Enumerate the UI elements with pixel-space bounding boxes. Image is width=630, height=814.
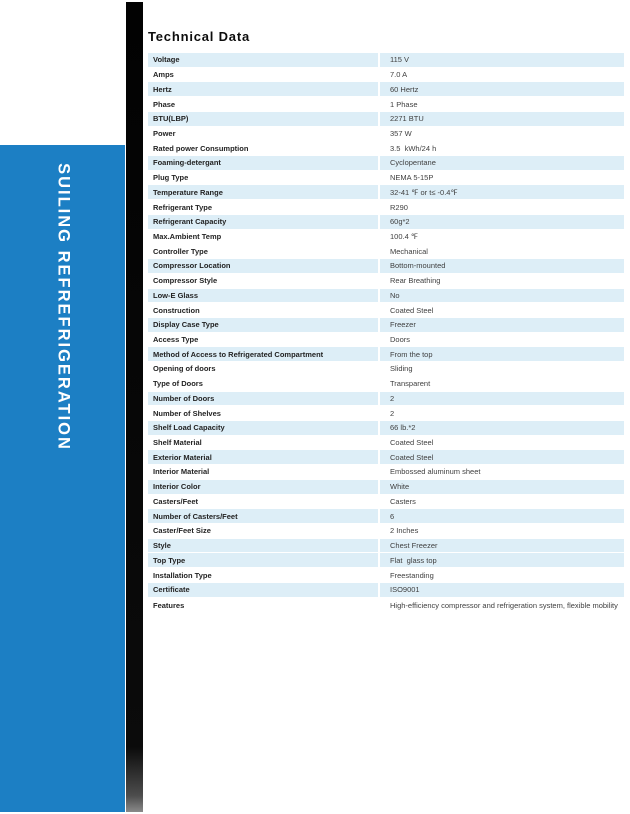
table-row [148, 259, 624, 274]
spec-value-cell: 357 W [380, 127, 624, 142]
table-row [148, 171, 624, 186]
spec-label-cell: Certificate [148, 583, 378, 598]
spec-label-cell: Compressor Style [148, 274, 378, 289]
table-row [148, 347, 624, 362]
spec-label-cell: Type of Doors [148, 377, 378, 392]
spec-value-cell: Embossed aluminum sheet [380, 465, 624, 480]
spec-value-cell: Coated Steel [380, 436, 624, 451]
table-row [148, 97, 624, 112]
spec-label-cell: BTU(LBP) [148, 112, 378, 127]
spec-label-cell: Temperature Range [148, 185, 378, 200]
spec-label-cell: Rated power Consumption [148, 141, 378, 156]
spec-value-cell: ISO9001 [380, 583, 624, 598]
spec-label-cell: Number of Doors [148, 392, 378, 407]
table-row [148, 289, 624, 304]
spec-label-cell: Number of Shelves [148, 406, 378, 421]
spec-label-cell: Power [148, 127, 378, 142]
spec-value-cell: 2 [380, 406, 624, 421]
table-row [148, 112, 624, 127]
spec-value-cell: Freezer [380, 318, 624, 333]
table-row [148, 185, 624, 200]
spec-value-cell: High-efficiency compressor and refrigeration system, flexible mobility [380, 598, 624, 625]
spec-label-cell: Foaming-detergant [148, 156, 378, 171]
spec-value-cell: 100.4 ℉ [380, 230, 624, 245]
table-row [148, 333, 624, 348]
spec-label-cell: Method of Access to Refrigerated Compartment [148, 347, 378, 362]
table-row [148, 450, 624, 465]
spec-label-cell: Number of Casters/Feet [148, 509, 378, 524]
table-row [148, 362, 624, 377]
table-row [148, 539, 624, 554]
brand-vertical-text: SUILING REFREFRIGERATION [54, 163, 72, 451]
spec-value-cell: 2 [380, 392, 624, 407]
spec-value-cell: No [380, 289, 624, 304]
spec-label-cell: Refrigerant Type [148, 200, 378, 215]
table-row [148, 436, 624, 451]
spec-label-cell: Top Type [148, 553, 378, 568]
spec-value-cell: White [380, 480, 624, 495]
table-row [148, 495, 624, 510]
table-row [148, 156, 624, 171]
spec-value-cell: Cyclopentane [380, 156, 624, 171]
brand-sidebar [0, 145, 125, 812]
spec-label-cell: Display Case Type [148, 318, 378, 333]
spec-value-cell: 6 [380, 509, 624, 524]
spec-value-cell: 3.5 kWh/24 h [380, 141, 624, 156]
table-row [148, 598, 624, 625]
spec-label-cell: Installation Type [148, 568, 378, 583]
spec-value-cell: 66 lb.*2 [380, 421, 624, 436]
content-area [148, 29, 624, 625]
spec-value-cell: Freestanding [380, 568, 624, 583]
spec-value-cell: Rear Breathing [380, 274, 624, 289]
spec-value-cell: Transparent [380, 377, 624, 392]
table-row [148, 465, 624, 480]
spec-value-cell: Sliding [380, 362, 624, 377]
table-row [148, 318, 624, 333]
spec-label-cell: Shelf Material [148, 436, 378, 451]
spec-value-cell: 32-41 ℉ or t≤ -0.4℉ [380, 185, 624, 200]
spec-value-cell: Casters [380, 495, 624, 510]
spec-value-cell: Coated Steel [380, 450, 624, 465]
spec-label-cell: Style [148, 539, 378, 554]
spec-value-cell: Chest Freezer [380, 539, 624, 554]
table-row [148, 82, 624, 97]
spec-value-cell: Mechanical [380, 244, 624, 259]
spec-value-cell: NEMA 5-15P [380, 171, 624, 186]
spec-label-cell: Features [148, 598, 378, 625]
spec-label-cell: Shelf Load Capacity [148, 421, 378, 436]
table-row [148, 274, 624, 289]
spec-label-cell: Hertz [148, 82, 378, 97]
spec-value-cell: Flat glass top [380, 553, 624, 568]
spec-label-cell: Refrigerant Capacity [148, 215, 378, 230]
page-title: Technical Data [148, 29, 250, 44]
spec-label-cell: Plug Type [148, 171, 378, 186]
table-row [148, 392, 624, 407]
spec-value-cell: 2271 BTU [380, 112, 624, 127]
spec-value-cell: R290 [380, 200, 624, 215]
table-row [148, 215, 624, 230]
table-row [148, 583, 624, 598]
table-row [148, 406, 624, 421]
binding-stripe [126, 2, 143, 812]
table-row [148, 244, 624, 259]
table-row [148, 127, 624, 142]
spec-label-cell: Exterior Material [148, 450, 378, 465]
table-row [148, 568, 624, 583]
spec-label-cell: Interior Material [148, 465, 378, 480]
spec-label-cell: Opening of doors [148, 362, 378, 377]
table-row [148, 53, 624, 68]
spec-value-cell: Coated Steel [380, 303, 624, 318]
spec-table [148, 53, 624, 625]
spec-label-cell: Controller Type [148, 244, 378, 259]
table-row [148, 553, 624, 568]
spec-label-cell: Voltage [148, 53, 378, 68]
spec-value-cell: 60 Hertz [380, 82, 624, 97]
table-row [148, 68, 624, 83]
table-row [148, 303, 624, 318]
table-row [148, 421, 624, 436]
spec-label-cell: Phase [148, 97, 378, 112]
spec-value-cell: From the top [380, 347, 624, 362]
spec-label-cell: Compressor Location [148, 259, 378, 274]
table-row [148, 524, 624, 539]
spec-label-cell: Casters/Feet [148, 495, 378, 510]
spec-label-cell: Interior Color [148, 480, 378, 495]
table-row [148, 230, 624, 245]
table-row [148, 141, 624, 156]
table-row [148, 509, 624, 524]
spec-value-cell: Bottom-mounted [380, 259, 624, 274]
spec-label-cell: Access Type [148, 333, 378, 348]
spec-value-cell: 7.0 A [380, 68, 624, 83]
spec-value-cell: 115 V [380, 53, 624, 68]
spec-value-cell: 60g*2 [380, 215, 624, 230]
table-row [148, 200, 624, 215]
spec-value-cell: 2 Inches [380, 524, 624, 539]
spec-label-cell: Amps [148, 68, 378, 83]
table-row [148, 377, 624, 392]
spec-value-cell: 1 Phase [380, 97, 624, 112]
spec-label-cell: Max.Ambient Temp [148, 230, 378, 245]
spec-value-cell: Doors [380, 333, 624, 348]
spec-label-cell: Low-E Glass [148, 289, 378, 304]
spec-label-cell: Caster/Feet Size [148, 524, 378, 539]
spec-label-cell: Construction [148, 303, 378, 318]
table-row [148, 480, 624, 495]
